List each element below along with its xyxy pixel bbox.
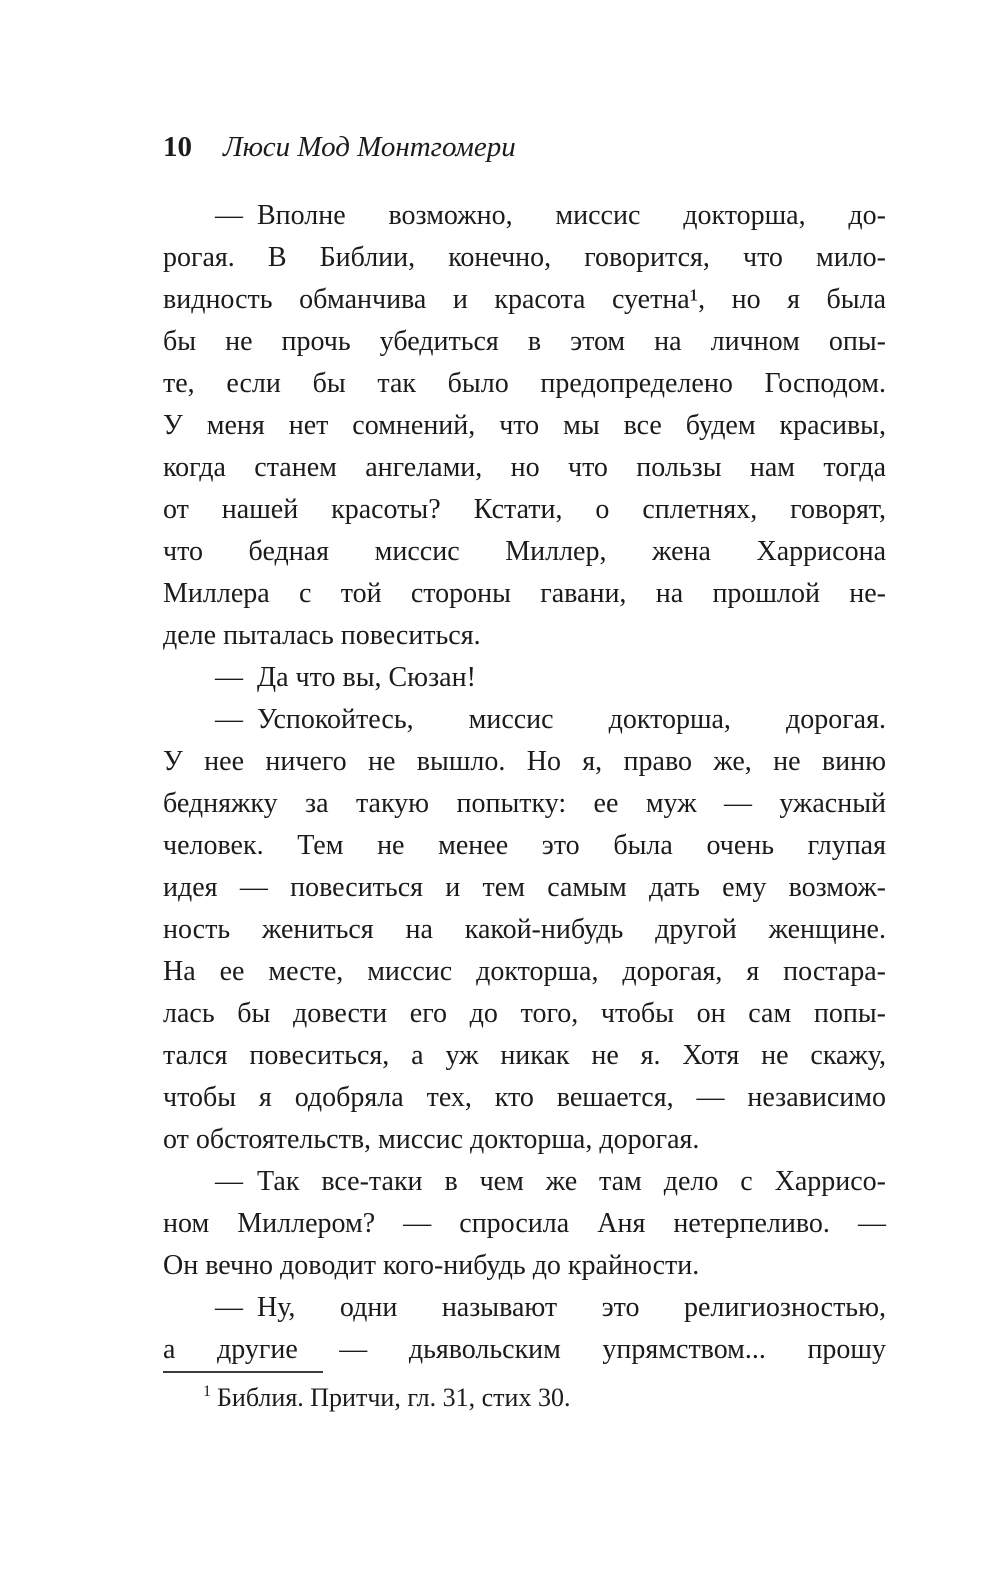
footnote — [163, 1382, 886, 1414]
text-line: когда станем ангелами, но что пользы нам тогда — [163, 452, 886, 483]
text-line: от обстоятельств, миссис докторша, дорогая. — [163, 1124, 700, 1155]
text-line: тался повеситься, а уж никак не я. Хотя не скажу, — [163, 1040, 886, 1071]
footnote-text: Библия. Притчи, гл. 31, стих 30. — [217, 1383, 571, 1412]
text-line: видность обманчива и красота суетна¹, но я была — [163, 284, 886, 315]
text-line: ность жениться на какой-нибудь другой женщине. — [163, 914, 886, 945]
text-line: бы не прочь убедиться в этом на личном опы- — [163, 326, 886, 357]
text-line: деле пыталась повеситься. — [163, 620, 481, 651]
text-line: идея — повеситься и тем самым дать ему возмож- — [163, 872, 886, 903]
body-text — [163, 195, 886, 1371]
text-line: те, если бы так было предопределено Господом. — [163, 368, 886, 399]
text-line: — Ну, одни называют это религиозностью, — [215, 1292, 886, 1323]
text-line: рогая. В Библии, конечно, говорится, что мило- — [163, 242, 886, 273]
text-line: бедняжку за такую попытку: ее муж — ужасный — [163, 788, 886, 819]
text-line: Миллера с той стороны гавани, на прошлой не- — [163, 578, 886, 609]
footnote-area — [163, 1371, 886, 1414]
text-line: человек. Тем не менее это была очень глупая — [163, 830, 886, 861]
text-line: ном Миллером? — спросила Аня нетерпеливо. — — [163, 1208, 886, 1239]
text-line: — Успокойтесь, миссис докторша, дорогая. — [215, 704, 886, 735]
text-line: На ее месте, миссис докторша, дорогая, я постара- — [163, 956, 886, 987]
text-line: — Да что вы, Сюзан! — [215, 662, 476, 693]
text-line: Он вечно доводит кого-нибудь до крайности. — [163, 1250, 700, 1281]
page-number: 10 — [163, 131, 192, 163]
page-header — [163, 131, 886, 164]
text-line: У меня нет сомнений, что мы все будем красивы, — [163, 410, 886, 441]
text-line: У нее ничего не вышло. Но я, право же, не виню — [163, 746, 886, 777]
text-line: лась бы довести его до того, чтобы он сам попы- — [163, 998, 886, 1029]
text-line: — Так все-таки в чем же там дело с Харрисо- — [215, 1166, 886, 1197]
text-line: — Вполне возможно, миссис докторша, до- — [215, 200, 886, 231]
text-line: чтобы я одобряла тех, кто вешается, — независимо — [163, 1082, 886, 1113]
text-line: а другие — дьявольским упрямством... прошу — [163, 1334, 886, 1365]
running-title: Люси Мод Монтгомери — [223, 131, 516, 163]
footnote-divider — [163, 1371, 323, 1373]
text-line: что бедная миссис Миллер, жена Харрисона — [163, 536, 886, 567]
text-line: от нашей красоты? Кстати, о сплетнях, говорят, — [163, 494, 886, 525]
footnote-marker: 1 — [203, 1383, 211, 1401]
